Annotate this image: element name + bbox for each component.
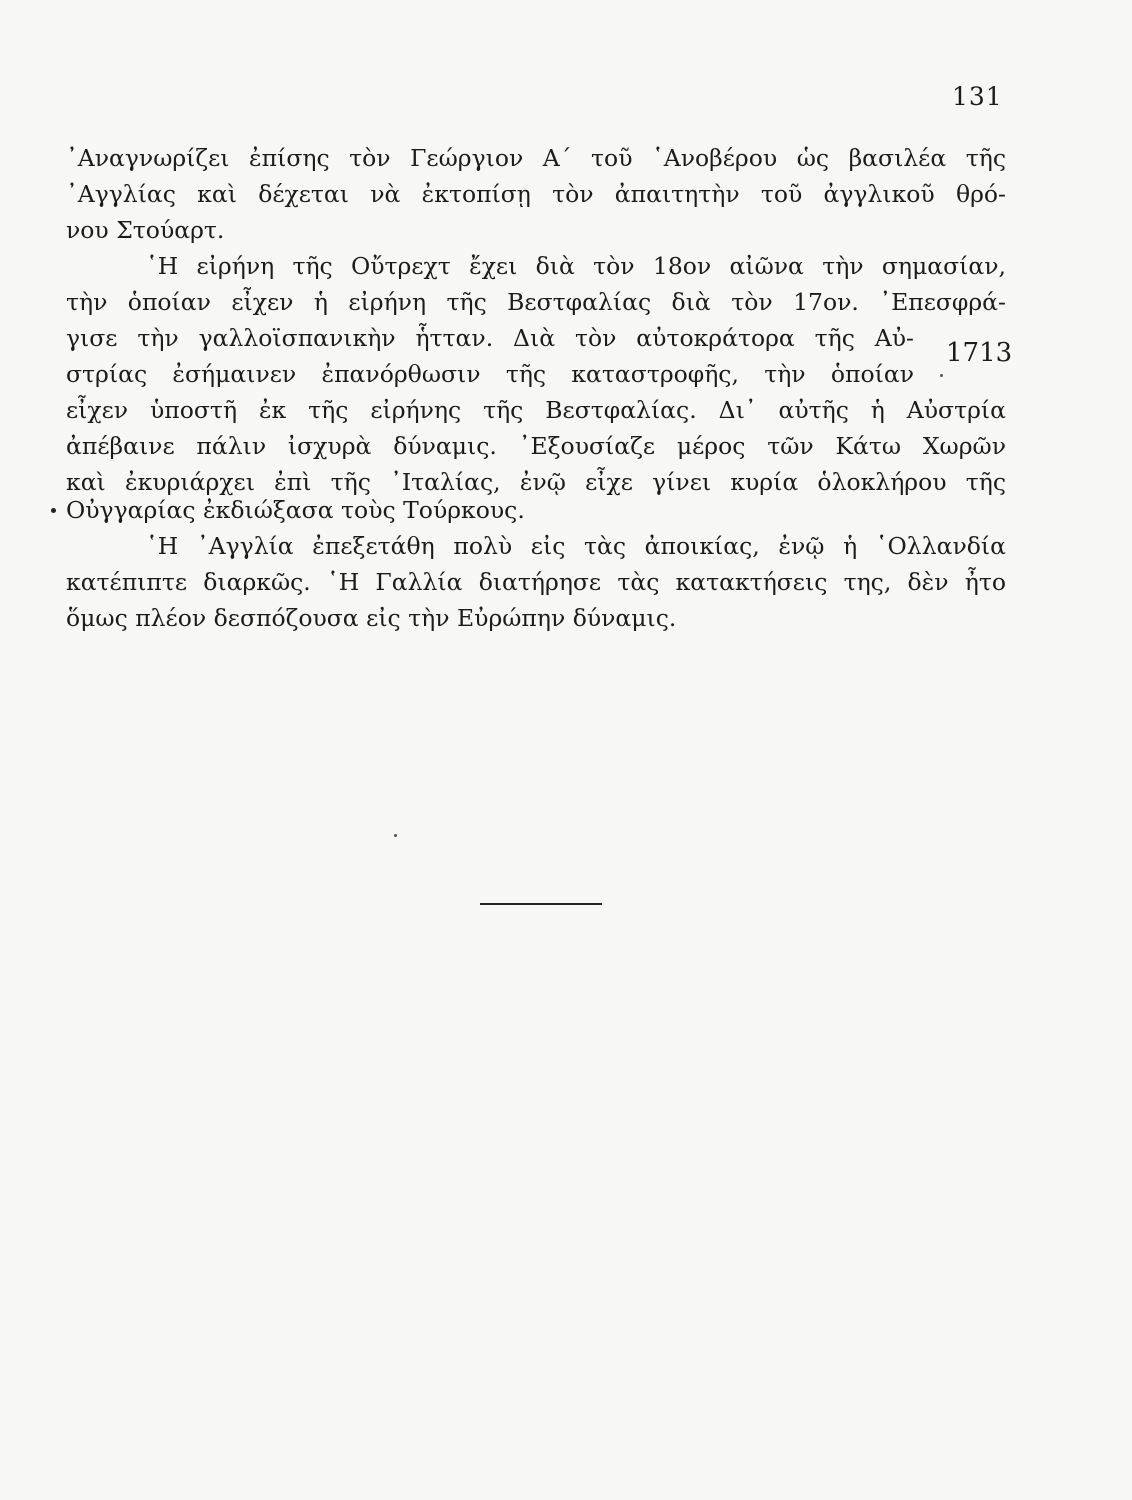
text-line: ἀπέβαινε πάλιν ἰσχυρὰ δύναμις. ᾿Εξουσίαζε μέρος τῶν Κάτω Χωρῶν	[66, 432, 1006, 460]
text-line: ᾿Αναγνωρίζει ἐπίσης τὸν Γεώργιον Α΄ τοῦ ῾Ανοβέρου ὡς βασιλέα τῆς	[66, 144, 1006, 172]
text-line: ὅμως πλέον δεσπόζουσα εἰς τὴν Εὐρώπην δύναμις.	[66, 604, 677, 632]
paragraph-start-line: ῾Η εἰρήνη τῆς Οὔτρεχτ ἔχει διὰ τὸν 18ον αἰῶνα τὴν σημασίαν,	[146, 252, 1006, 280]
text-line: ᾿Αγγλίας καὶ δέχεται νὰ ἐκτοπίσῃ τὸν ἀπαιτητὴν τοῦ ἀγγλικοῦ θρό-	[66, 180, 1006, 208]
end-rule	[480, 903, 602, 905]
paragraph-start-line: ῾Η ᾿Αγγλία ἐπεξετάθη πολὺ εἰς τὰς ἀποικίας, ἐνῷ ἡ ῾Ολλανδία	[146, 532, 1006, 560]
text-line: κατέπιπτε διαρκῶς. ῾Η Γαλλία διατήρησε τὰς κατακτήσεις της, δὲν ἦτο	[66, 568, 1006, 596]
text-line: νου Στούαρτ.	[66, 216, 225, 244]
text-line: Οὐγγαρίας ἐκδιώξασα τοὺς Τούρκους.	[66, 496, 525, 524]
text-line: τὴν ὁποίαν εἶχεν ἡ εἰρήνη τῆς Βεστφαλίας διὰ τὸν 17ον. ᾿Επεσφρά-	[66, 288, 1006, 316]
print-speck	[940, 374, 943, 377]
text-line: στρίας ἐσήμαινεν ἐπανόρθωσιν τῆς καταστροφῆς, τὴν ὁποίαν	[66, 360, 914, 388]
print-speck	[51, 508, 56, 513]
text-line: γισε τὴν γαλλοϊσπανικὴν ἧτταν. Διὰ τὸν αὐτοκράτορα τῆς Αὐ-	[66, 324, 914, 352]
page-number: 131	[952, 82, 1003, 111]
text-line: εἶχεν ὑποστῆ ἐκ τῆς εἰρήνης τῆς Βεστφαλίας. Δι᾿ αὐτῆς ἡ Αὐστρία	[66, 396, 1006, 424]
text-line: καὶ ἐκυριάρχει ἐπὶ τῆς ᾿Ιταλίας, ἐνῷ εἶχε γίνει κυρία ὁλοκλήρου τῆς	[66, 468, 1006, 496]
print-speck	[394, 834, 397, 837]
margin-year-note: 1713	[946, 338, 1013, 368]
